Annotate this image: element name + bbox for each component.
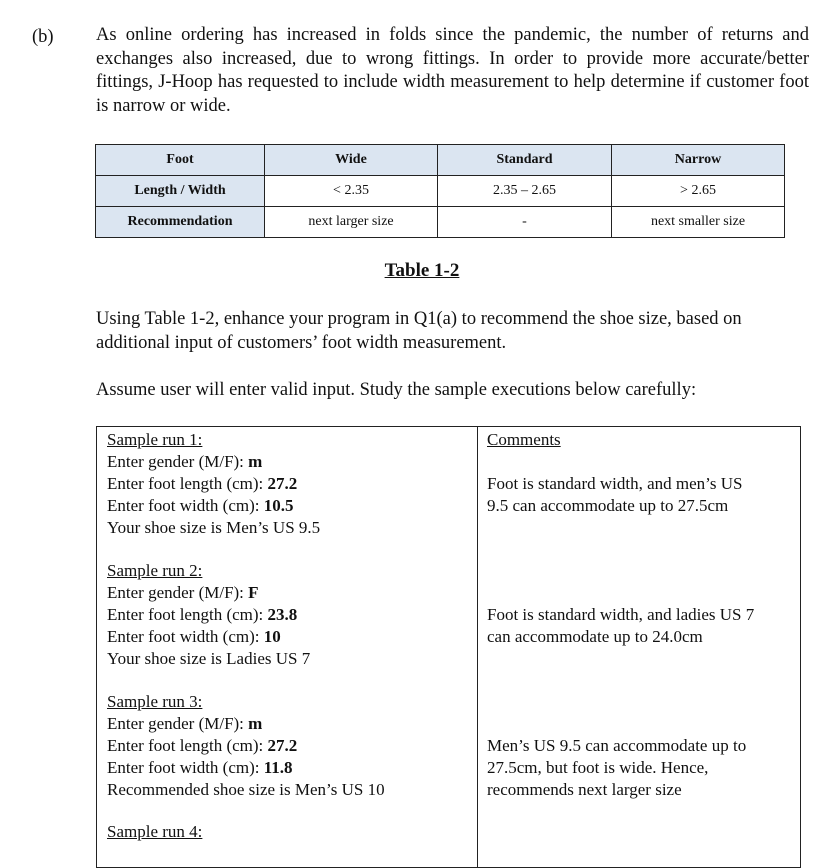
comment-line: Foot is standard width, and men’s US xyxy=(487,474,743,493)
table-cell: > 2.65 xyxy=(612,176,785,207)
table-header-row xyxy=(96,145,785,176)
comment-line: Men’s US 9.5 can accommodate up to xyxy=(487,736,747,755)
gender-line: Enter gender (M/F): m xyxy=(107,452,263,471)
sample-runs-box xyxy=(96,426,801,868)
comment-line: Foot is standard width, and ladies US 7 xyxy=(487,605,755,624)
run-title: Sample run 2: xyxy=(107,561,203,580)
column-divider xyxy=(477,427,478,867)
result-line: Your shoe size is Ladies US 7 xyxy=(107,649,311,668)
width-line: Enter foot width (cm): 11.8 xyxy=(107,758,293,777)
result-line: Recommended shoe size is Men’s US 10 xyxy=(107,780,385,799)
table-cell: < 2.35 xyxy=(265,176,438,207)
run-title: Sample run 4: xyxy=(107,822,203,841)
table-caption: Table 1-2 xyxy=(384,260,460,281)
table-header-cell: Narrow xyxy=(612,145,785,176)
table-header-cell: Standard xyxy=(438,145,612,176)
width-line: Enter foot width (cm): 10 xyxy=(107,627,281,646)
table-row-header: Length / Width xyxy=(96,176,265,207)
comment-line: recommends next larger size xyxy=(487,780,682,799)
table-cell: next larger size xyxy=(265,207,438,238)
task-paragraph: Using Table 1-2, enhance your program in Q1(a) to recommend the shoe size, based on additional input of customers’ foot width measurement. xyxy=(96,309,742,353)
gender-line: Enter gender (M/F): F xyxy=(107,583,259,602)
assume-paragraph: Assume user will enter valid input. Study the sample executions below carefully: xyxy=(96,380,697,400)
run-title: Sample run 1: xyxy=(107,430,203,449)
table-row xyxy=(96,176,785,207)
table-cell: next smaller size xyxy=(612,207,785,238)
run-title: Sample run 3: xyxy=(107,692,203,711)
table-cell: 2.35 – 2.65 xyxy=(438,176,612,207)
table-row-header: Recommendation xyxy=(96,207,265,238)
comments-header: Comments xyxy=(487,430,561,449)
comment-line: 9.5 can accommodate up to 27.5cm xyxy=(487,496,729,515)
length-line: Enter foot length (cm): 23.8 xyxy=(107,605,298,624)
table-row xyxy=(96,207,785,238)
gender-line: Enter gender (M/F): m xyxy=(107,714,263,733)
length-line: Enter foot length (cm): 27.2 xyxy=(107,736,298,755)
table-header-cell: Wide xyxy=(265,145,438,176)
length-line: Enter foot length (cm): 27.2 xyxy=(107,474,298,493)
question-label: (b) xyxy=(32,27,54,47)
comment-line: can accommodate up to 24.0cm xyxy=(487,627,703,646)
table-cell: - xyxy=(438,207,612,238)
intro-paragraph: As online ordering has increased in folds since the pandemic, the number of returns and exchanges also increased, due to wrong fittings. In order to provide more accurate/better fittings, J-Hoop has requested to include width measurement to help determine if customer foot is narrow or wide. xyxy=(96,25,809,116)
result-line: Your shoe size is Men’s US 9.5 xyxy=(107,518,321,537)
table-header-cell: Foot xyxy=(96,145,265,176)
width-table xyxy=(95,144,785,238)
width-line: Enter foot width (cm): 10.5 xyxy=(107,496,294,515)
comment-line: 27.5cm, but foot is wide. Hence, xyxy=(487,758,709,777)
